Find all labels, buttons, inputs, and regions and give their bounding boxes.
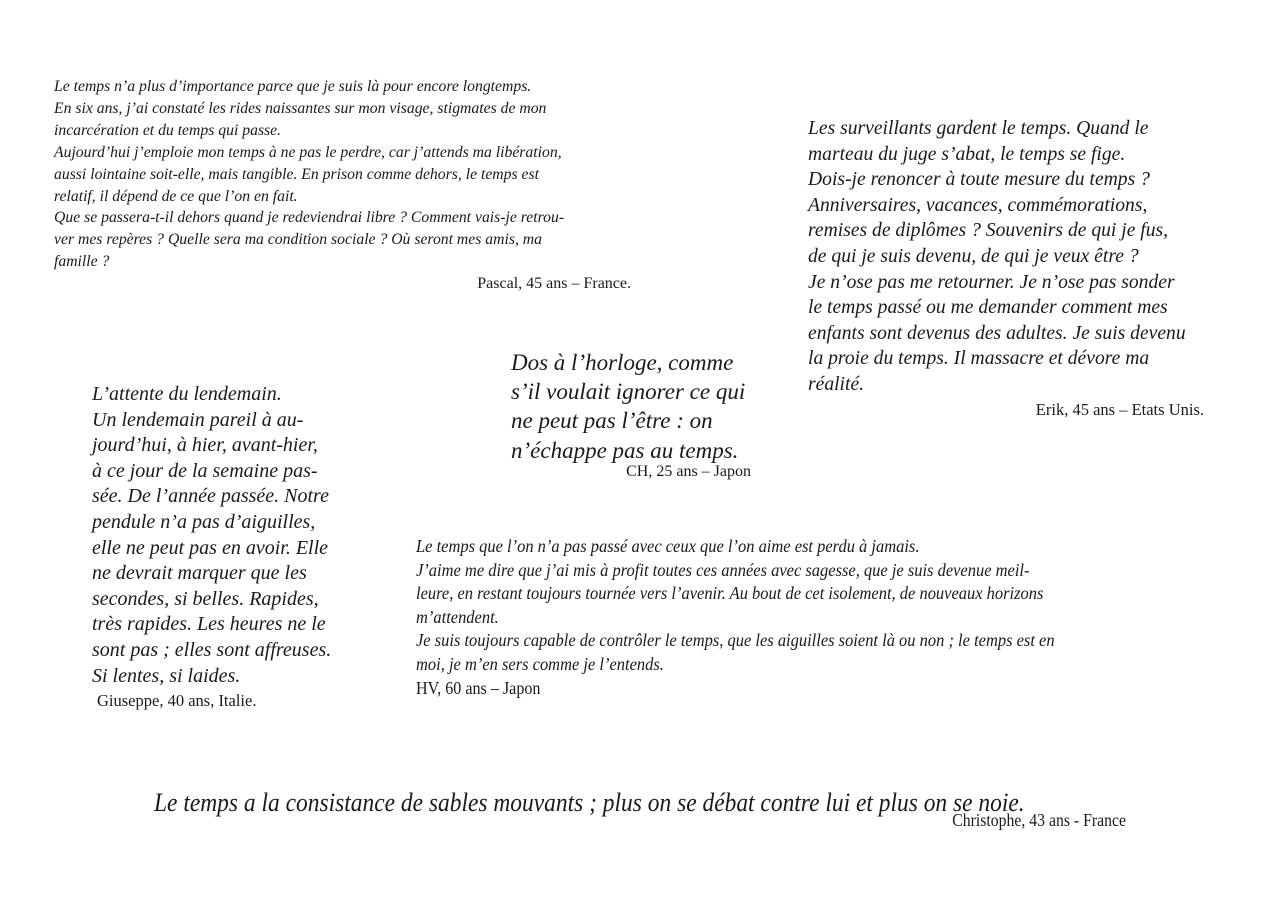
quote-line: En six ans, j’ai constaté les rides naissantes sur mon visage, stigmates de mon — [54, 98, 547, 117]
quote-text — [92, 382, 342, 689]
testimony-ch — [511, 348, 756, 481]
quote-line: le temps passé ou me demander comment mes — [808, 297, 1168, 319]
attribution: Erik, 45 ans – Etats Unis. — [1035, 399, 1204, 419]
quote-line: secondes, si belles. Rapides, — [92, 587, 319, 610]
attribution: Pascal, 45 ans – France. — [477, 275, 631, 293]
quote-text — [511, 348, 756, 465]
testimony-erik — [808, 116, 1208, 421]
quote-line: Le temps que l’on n’a pas passé avec ceux que l’on aime est perdu à jamais. — [416, 536, 920, 556]
quote-line: pendule n’a pas d’aiguilles, — [92, 510, 316, 533]
quote-text — [416, 535, 1156, 677]
quote-line: Un lendemain pareil à au- — [92, 408, 304, 431]
quote-line: m’attendent. — [416, 606, 499, 627]
attribution: Giuseppe, 40 ans, Italie. — [97, 691, 257, 711]
attribution: HV, 60 ans – Japon — [416, 677, 541, 698]
quote-line: à ce jour de la semaine pas- — [92, 459, 318, 482]
quote-line: très rapides. Les heures ne le — [92, 613, 326, 636]
quote-text — [54, 76, 634, 273]
testimony-giuseppe — [92, 382, 342, 712]
quote-line: Dos à l’horloge, comme — [511, 350, 734, 375]
quote-line: moi, je m’en sers comme je l’entends. — [416, 653, 664, 674]
quote-line: marteau du juge s’abat, le temps se fige. — [808, 143, 1126, 165]
quote-line: enfants sont devenus des adultes. Je suis devenu — [808, 322, 1186, 344]
quote-line: L’attente du lendemain. — [92, 383, 282, 405]
quote-line: J’aime me dire que j’ai mis à profit toutes ces années avec sagesse, que je suis devenue meil- — [416, 559, 1030, 580]
quote-line: remises de diplômes ? Souvenirs de qui je fus, — [808, 220, 1169, 242]
quote-line: elle ne peut pas en avoir. Elle — [92, 536, 329, 559]
quote-line: Je n’ose pas me retourner. Je n’ose pas sonder — [808, 271, 1175, 293]
quote-line: ne peut pas l’être : on — [511, 408, 713, 434]
quote-line: sont pas ; elles sont affreuses. — [92, 638, 332, 661]
testimony-hv — [416, 535, 1156, 700]
quote-line: Dois-je renoncer à toute mesure du temps ? — [808, 169, 1150, 191]
quote-line: réalité. — [808, 373, 865, 395]
quote-line: de qui je suis devenu, de qui je veux être ? — [808, 245, 1139, 267]
quote-line: famille ? — [54, 252, 110, 271]
quote-line: Anniversaires, vacances, commémorations, — [808, 194, 1148, 216]
quote-line: Je suis toujours capable de contrôler le temps, que les aiguilles soient là ou non ; le temps est en — [416, 630, 1055, 651]
testimony-christophe — [154, 786, 1129, 830]
quote-line: Si lentes, si laides. — [92, 664, 241, 687]
quote-line: Le temps a la consistance de sables mouvants ; plus on se débat contre lui et plus on se noie. — [154, 787, 1025, 817]
quote-line: la proie du temps. Il massacre et dévore ma — [808, 348, 1150, 370]
quote-line: ver mes repères ? Quelle sera ma condition sociale ? Où seront mes amis, ma — [54, 230, 542, 249]
attribution: CH, 25 ans – Japon — [626, 462, 751, 480]
quote-line: incarcération et du temps qui passe. — [54, 120, 282, 139]
quote-line: relatif, il dépend de ce que l’on en fait. — [54, 186, 298, 205]
quote-line: n’échappe pas au temps. — [511, 437, 739, 463]
quote-line: Le temps n’a plus d’importance parce que je suis là pour encore longtemps. — [54, 77, 532, 95]
testimony-pascal — [54, 76, 634, 295]
quote-line: jourd’hui, à hier, avant-hier, — [92, 434, 318, 457]
quote-line: s’il voulait ignorer ce qui — [511, 379, 746, 405]
quote-line: sée. De l’année passée. Notre — [92, 485, 329, 508]
quote-text — [808, 116, 1208, 398]
attribution: Christophe, 43 ans - France — [952, 810, 1126, 830]
quote-line: leure, en restant toujours tournée vers l’avenir. Au bout de cet isolement, de nouveaux horizons — [416, 583, 1044, 604]
quote-line: ne devrait marquer que les — [92, 562, 307, 585]
quote-line: Les surveillants gardent le temps. Quand le — [808, 118, 1149, 139]
quote-line: aussi lointaine soit-elle, mais tangible. En prison comme dehors, le temps est — [54, 164, 539, 183]
quote-line: Que se passera-t-il dehors quand je redeviendrai libre ? Comment vais-je retrou- — [54, 208, 565, 227]
quote-line: Aujourd’hui j’emploie mon temps à ne pas le perdre, car j’attends ma libération, — [54, 142, 562, 161]
